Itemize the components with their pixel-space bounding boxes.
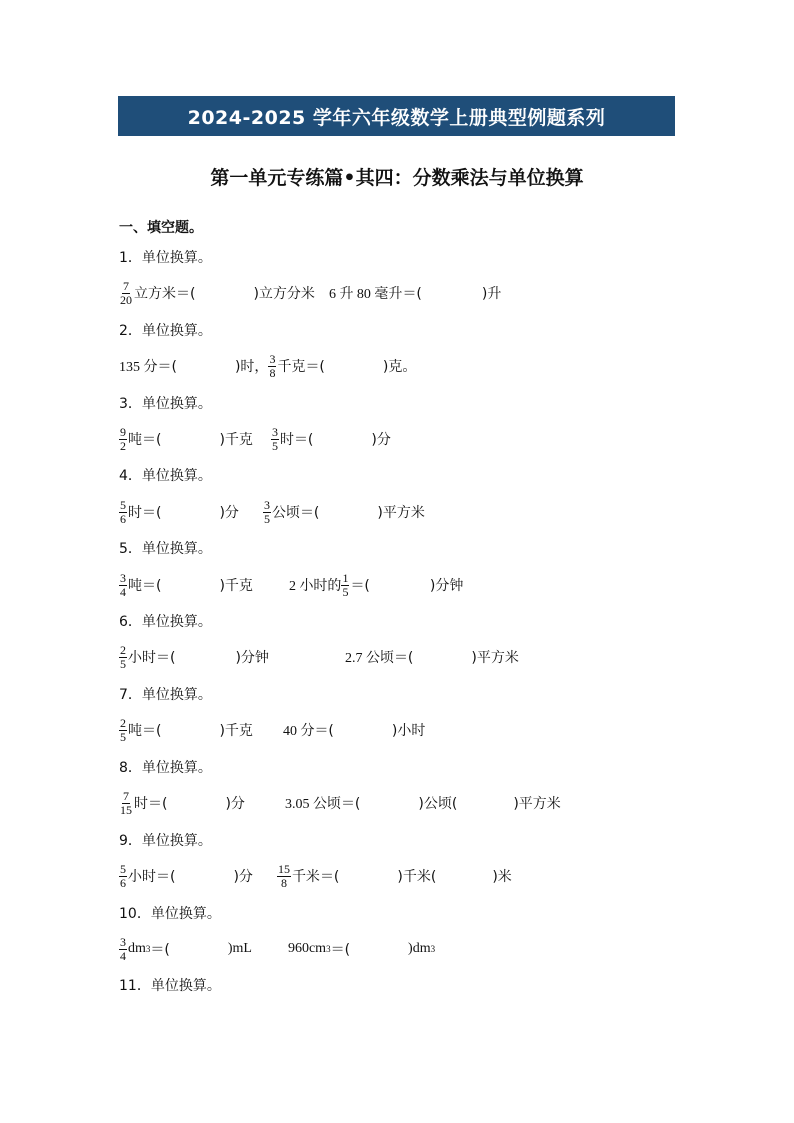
question-10-items: $\frac{3}{4}$ dm 3 ＝( )mL 960cm 3 ＝( )dm 3 <box>120 934 436 963</box>
question-11: 11．单位换算。 <box>119 978 221 994</box>
fraction: $\frac{1}{5}$ <box>342 570 349 599</box>
question-9: 9．单位换算。 <box>119 833 212 849</box>
fraction: $\frac{2}{5}$ <box>120 642 126 671</box>
document-banner <box>118 96 675 136</box>
fraction: $\frac{7}{15}$ <box>120 788 132 817</box>
fraction: $\frac{3}{5}$ <box>271 424 278 453</box>
question-2: 2．单位换算。 <box>119 323 212 339</box>
fraction: $\frac{15}{8}$ <box>277 861 290 890</box>
fraction: $\frac{3}{4}$ <box>120 934 126 963</box>
question-6: 6．单位换算。 <box>119 614 212 630</box>
fraction: $\frac{7}{20}$ <box>120 278 132 307</box>
question-5-items: $\frac{3}{4}$ 吨 ＝( )千克 2 小时的 $\frac{1}{5}$ ＝( )分钟 <box>120 570 464 599</box>
question-8-items: $\frac{7}{15}$ 时 ＝( )分 3.05 公顷 ＝( )公顷( )平方米 <box>120 788 561 817</box>
section-heading: 一、填空题。 <box>119 220 203 236</box>
fraction: $\frac{2}{5}$ <box>120 715 126 744</box>
question-5: 5．单位换算。 <box>119 541 212 557</box>
fraction: $\frac{3}{4}$ <box>120 570 126 599</box>
question-10: 10．单位换算。 <box>119 906 221 922</box>
question-9-items: $\frac{5}{6}$ 小时 ＝( )分 $\frac{15}{8}$ 千米 ＝( )千米( )米 <box>120 861 512 890</box>
page-subtitle: 第一单元专练篇•其四：分数乘法与单位换算 <box>210 167 584 189</box>
fraction: $\frac{3}{8}$ <box>269 351 276 380</box>
document-title: 2024-2025 学年六年级数学上册典型例题系列 <box>187 106 606 129</box>
question-3: 3．单位换算。 <box>119 396 212 412</box>
question-4: 4．单位换算。 <box>119 468 212 484</box>
question-8: 8．单位换算。 <box>119 760 212 776</box>
fraction: $\frac{3}{5}$ <box>263 497 270 526</box>
question-2-items: 135 分 ＝( )时， $\frac{3}{8}$ 千克 ＝( )克。 <box>119 351 417 380</box>
question-7: 7．单位换算。 <box>119 687 212 703</box>
question-1-items: $\frac{7}{20}$ 立方米 ＝( )立方分米 6 升 80 毫升 ＝( )升 <box>120 278 502 307</box>
question-7-items: $\frac{2}{5}$ 吨 ＝( )千克 40 分 ＝( )小时 <box>120 715 426 744</box>
question-3-items: $\frac{9}{2}$ 吨 ＝( )千克 $\frac{3}{5}$ 时 ＝( )分 <box>120 424 391 453</box>
question-4-items: $\frac{5}{6}$ 时 ＝( )分 $\frac{3}{5}$ 公顷 ＝( )平方米 <box>120 497 425 526</box>
fraction: $\frac{5}{6}$ <box>120 497 126 526</box>
fraction: $\frac{9}{2}$ <box>120 424 126 453</box>
question-1: 1．单位换算。 <box>119 250 212 266</box>
fraction: $\frac{5}{6}$ <box>120 861 126 890</box>
question-6-items: $\frac{2}{5}$ 小时 ＝( )分钟 2.7 公顷 ＝( )平方米 <box>120 642 519 671</box>
